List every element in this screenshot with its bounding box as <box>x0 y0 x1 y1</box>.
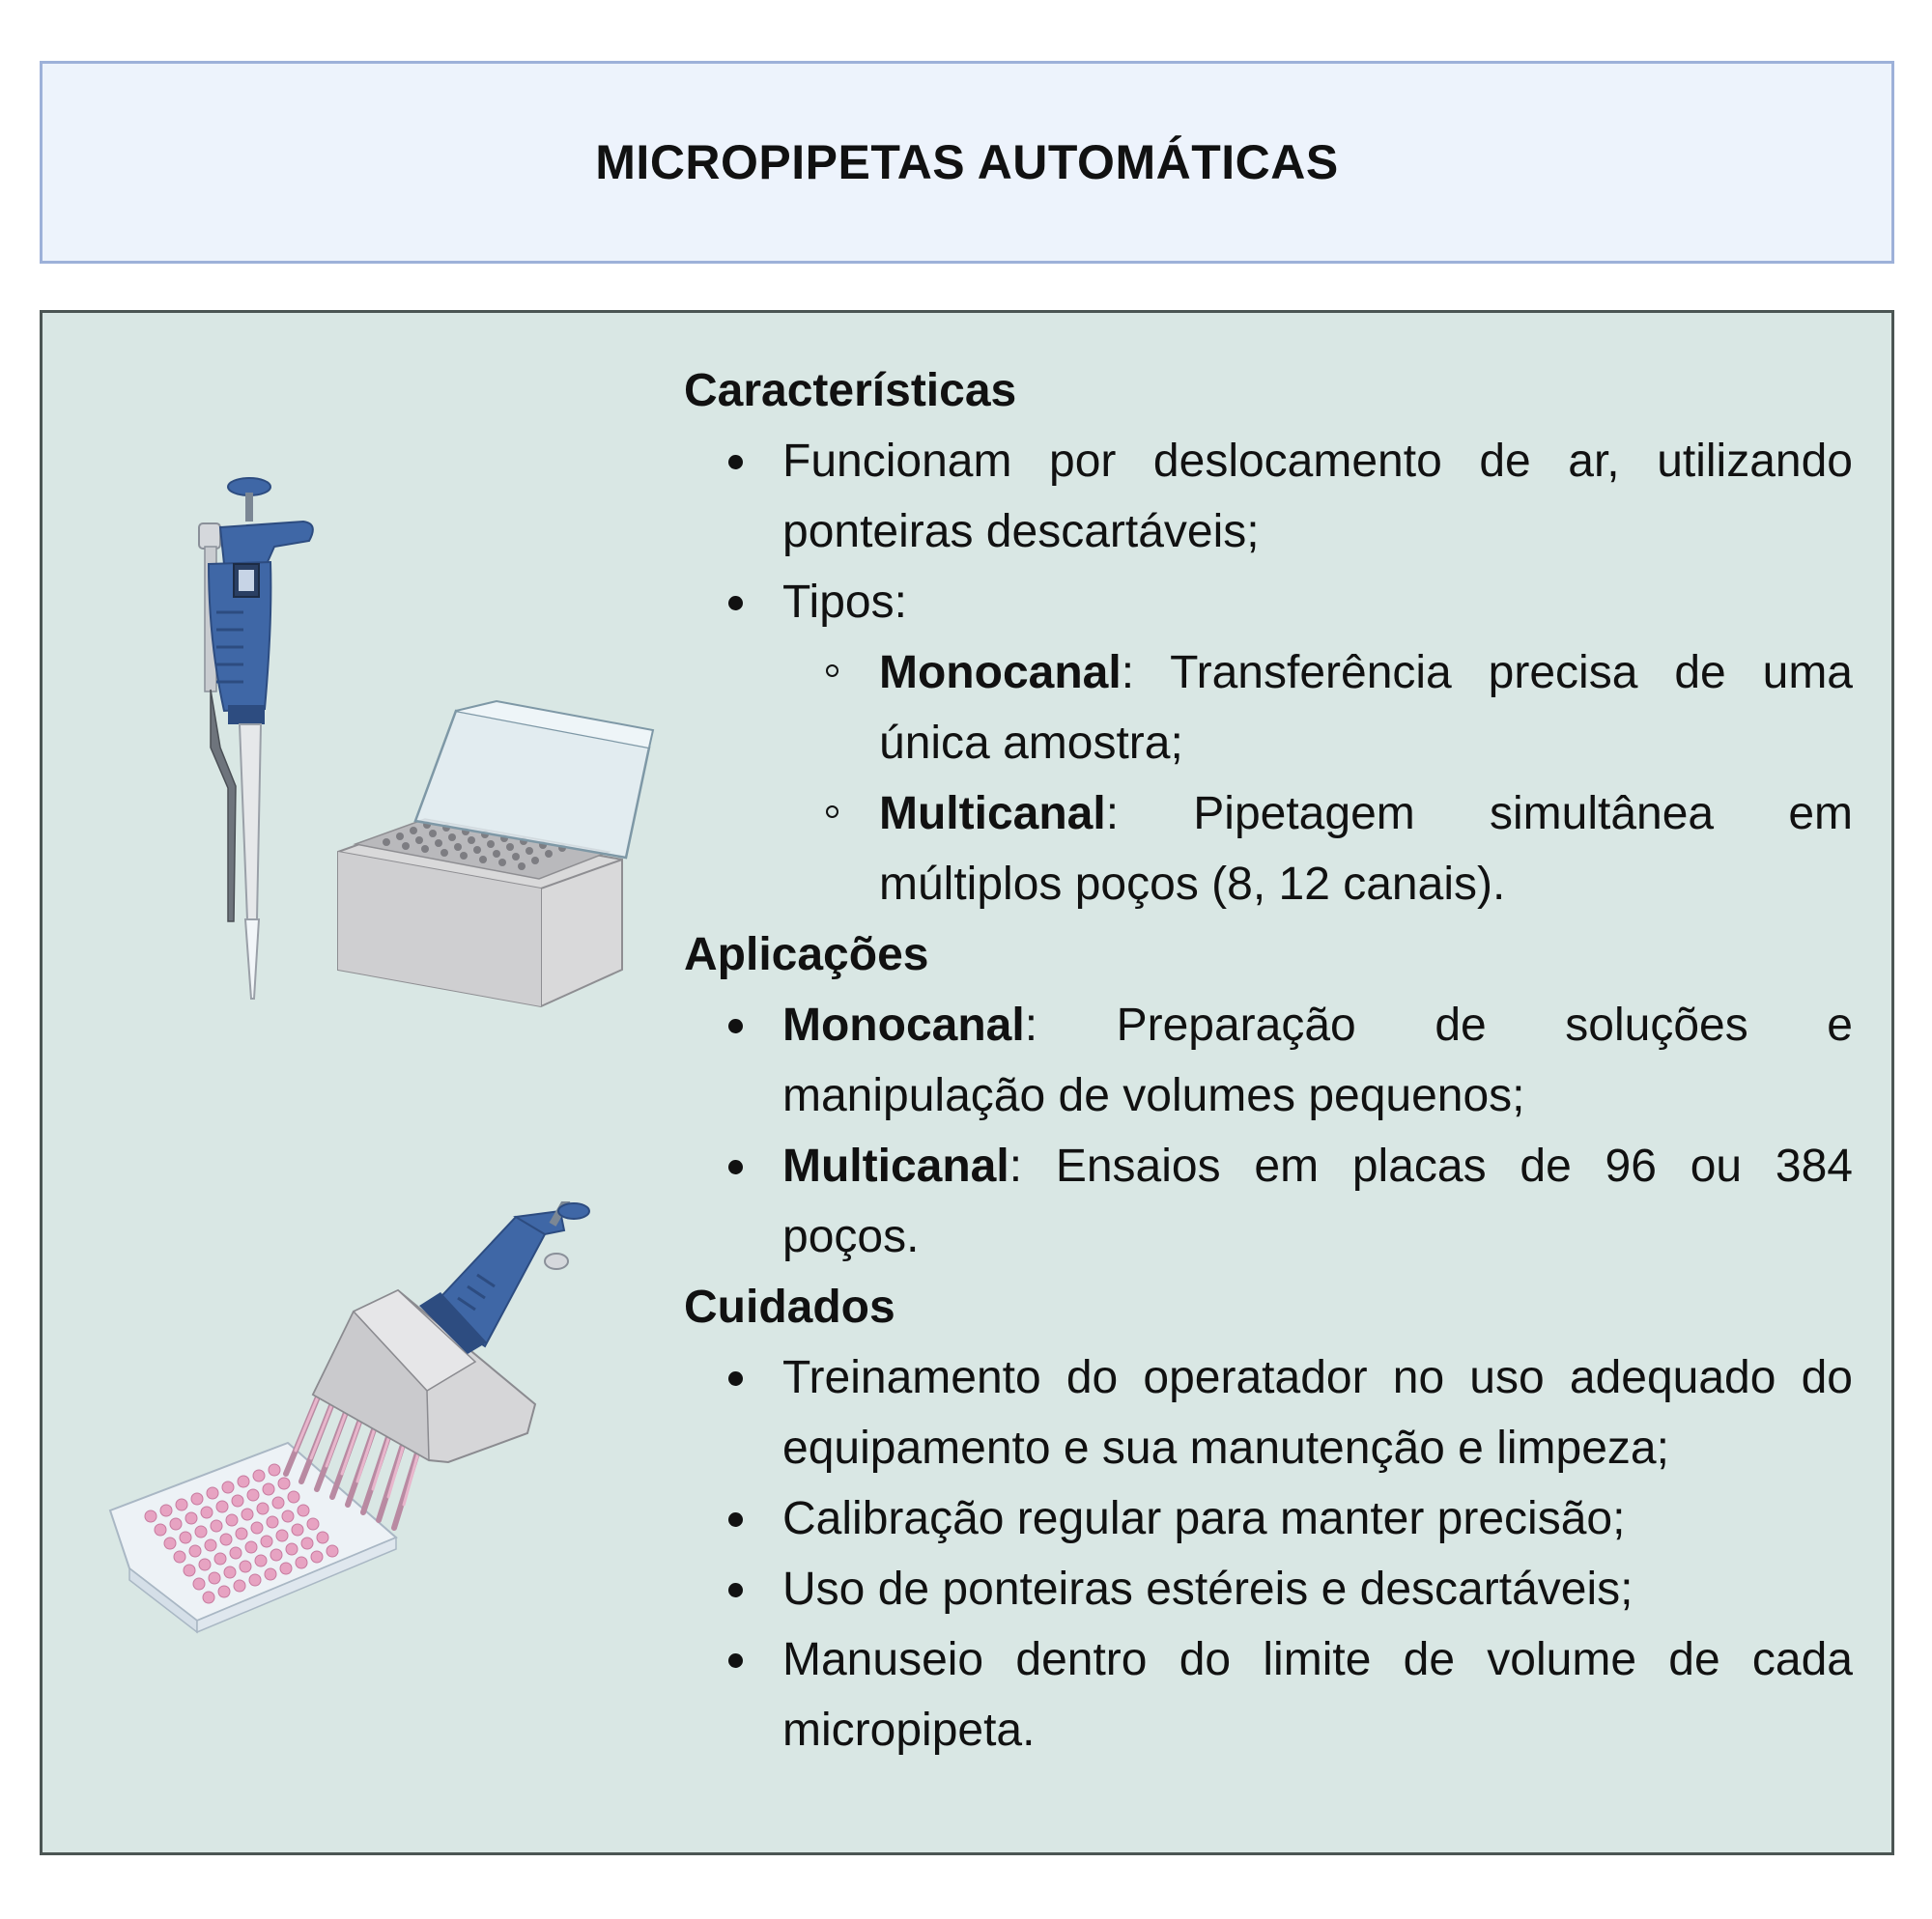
item-text: : Ensaios em placas de 96 ou 384 poços. <box>782 1141 1853 1262</box>
item-text: Funcionam por deslocamento de ar, utilizando ponteiras descartáveis; <box>782 436 1853 557</box>
item-text: : Preparação de soluções e manipulação de volumes pequenos; <box>782 1000 1853 1121</box>
list-item <box>684 1554 1853 1624</box>
section-heading-caracteristicas: Características <box>684 365 1017 416</box>
multichannel-pipette-illustration <box>81 1201 622 1742</box>
item-text: Treinamento do operatador no uso adequado do equipamento e sua manutenção e limpeza; <box>782 1352 1853 1474</box>
section-heading-aplicacoes: Aplicações <box>684 929 929 980</box>
sub-list-item <box>684 778 1853 919</box>
title-banner <box>40 61 1894 264</box>
item-term: Multicanal <box>782 1141 1009 1192</box>
cuidados-list <box>684 1342 1853 1765</box>
item-text: : Pipetagem simultânea em múltiplos poços (8, 12 canais). <box>879 788 1853 910</box>
content-panel <box>40 310 1894 1855</box>
list-item <box>684 1131 1853 1272</box>
item-text: Calibração regular para manter precisão; <box>782 1493 1626 1544</box>
item-term: Multicanal <box>879 788 1106 839</box>
section-heading-cuidados: Cuidados <box>684 1282 895 1333</box>
single-channel-pipette-illustration <box>120 458 661 1018</box>
list-item <box>684 567 1853 637</box>
sub-list-item <box>684 637 1853 778</box>
item-text: Manuseio dentro do limite de volume de cada micropipeta. <box>782 1634 1853 1756</box>
page-title: MICROPIPETAS AUTOMÁTICAS <box>595 135 1339 189</box>
item-text: Uso de ponteiras estéreis e descartáveis; <box>782 1564 1634 1615</box>
list-item <box>684 1342 1853 1483</box>
item-term: Monocanal <box>782 1000 1025 1051</box>
list-item <box>684 1624 1853 1765</box>
list-item <box>684 426 1853 567</box>
aplicacoes-list <box>684 990 1853 1272</box>
text-column <box>684 355 1853 1765</box>
item-text: Tipos: <box>782 577 907 628</box>
list-item <box>684 990 1853 1131</box>
item-term: Monocanal <box>879 647 1122 698</box>
caracteristicas-list <box>684 426 1853 919</box>
list-item <box>684 1483 1853 1554</box>
item-text: : Transferência precisa de uma única amostra; <box>879 647 1853 769</box>
